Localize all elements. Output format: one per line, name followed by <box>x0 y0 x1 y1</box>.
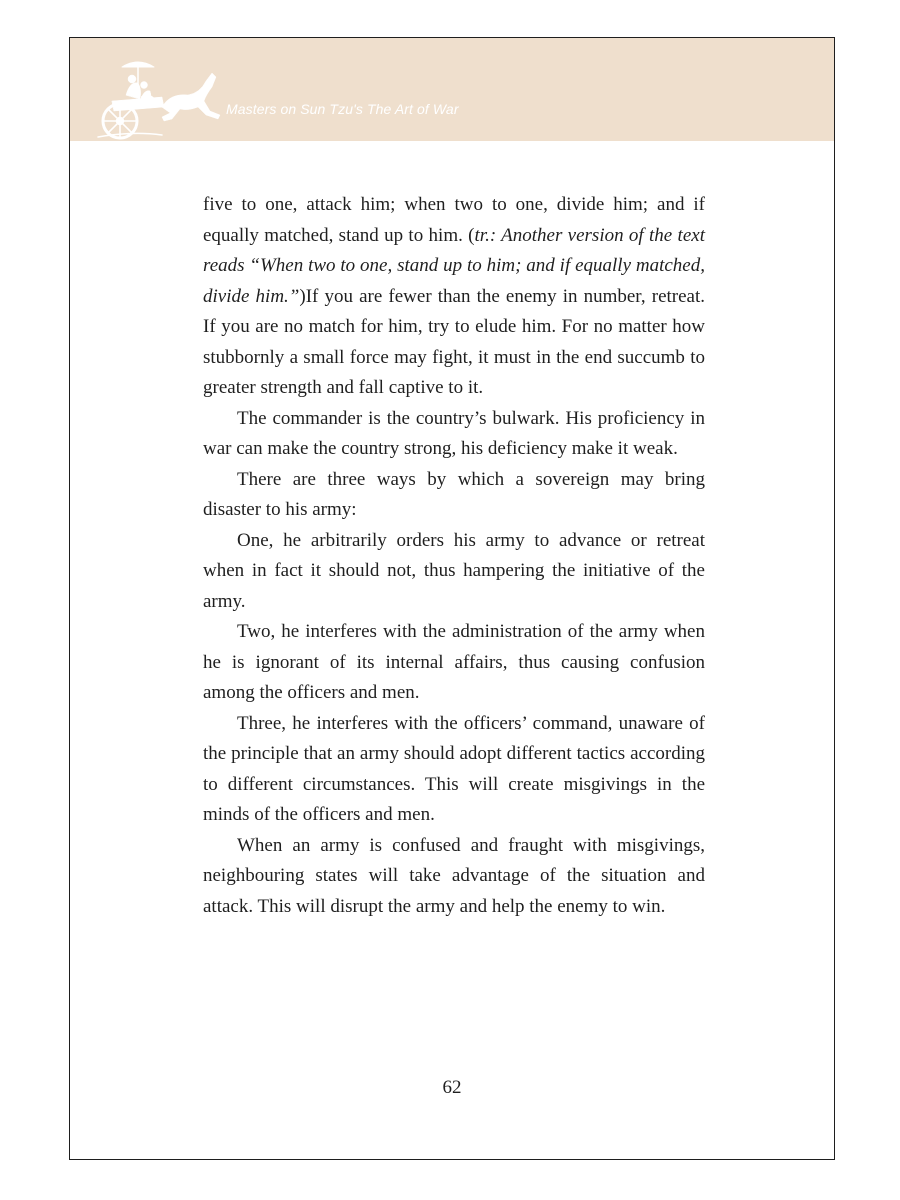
paragraph-1-start: five to one, attack him; when two to one, divide him; and if equally matched, stand up to him. ( <box>203 194 705 246</box>
page <box>69 37 835 1160</box>
paragraph-3: There are three ways by which a sovereign may bring disaster to his army: <box>203 468 705 520</box>
paragraph-1 <box>203 190 705 404</box>
translator-note: tr.: Another version of the text reads “When two to one, stand up to him; and if equally matched, divide him.” <box>203 224 705 307</box>
running-title: Masters on Sun Tzu's The Art of War <box>226 101 459 117</box>
header-band <box>70 38 834 141</box>
paragraph-2: The commander is the country’s bulwark. His proficiency in war can make the country strong, his deficiency make it weak. <box>203 407 705 459</box>
paragraph-4: One, he arbitrarily orders his army to advance or retreat when in fact it should not, thus hampering the initiative of the army. <box>203 529 705 612</box>
paragraph-1-end: )If you are fewer than the enemy in number, retreat. If you are no match for him, try to elude him. For no matter how stubbornly a small force may fight, it must in the end succumb to greater strength and fall captive to it. <box>203 285 705 398</box>
page-number: 62 <box>442 1077 462 1098</box>
paragraph-5: Two, he interferes with the administration of the army when he is ignorant of its internal affairs, thus causing confusion among the officers and men. <box>203 621 705 703</box>
body-text <box>203 190 705 922</box>
chariot-horse-icon <box>92 53 222 143</box>
paragraph-6: Three, he interferes with the officers’ command, unaware of the principle that an army should adopt different tactics according to different circumstances. This will create misgivings in the minds of the officers and men. <box>203 712 705 825</box>
paragraph-7: When an army is confused and fraught with misgivings, neighbouring states will take advantage of the situation and attack. This will disrupt the army and help the enemy to win. <box>203 834 705 917</box>
